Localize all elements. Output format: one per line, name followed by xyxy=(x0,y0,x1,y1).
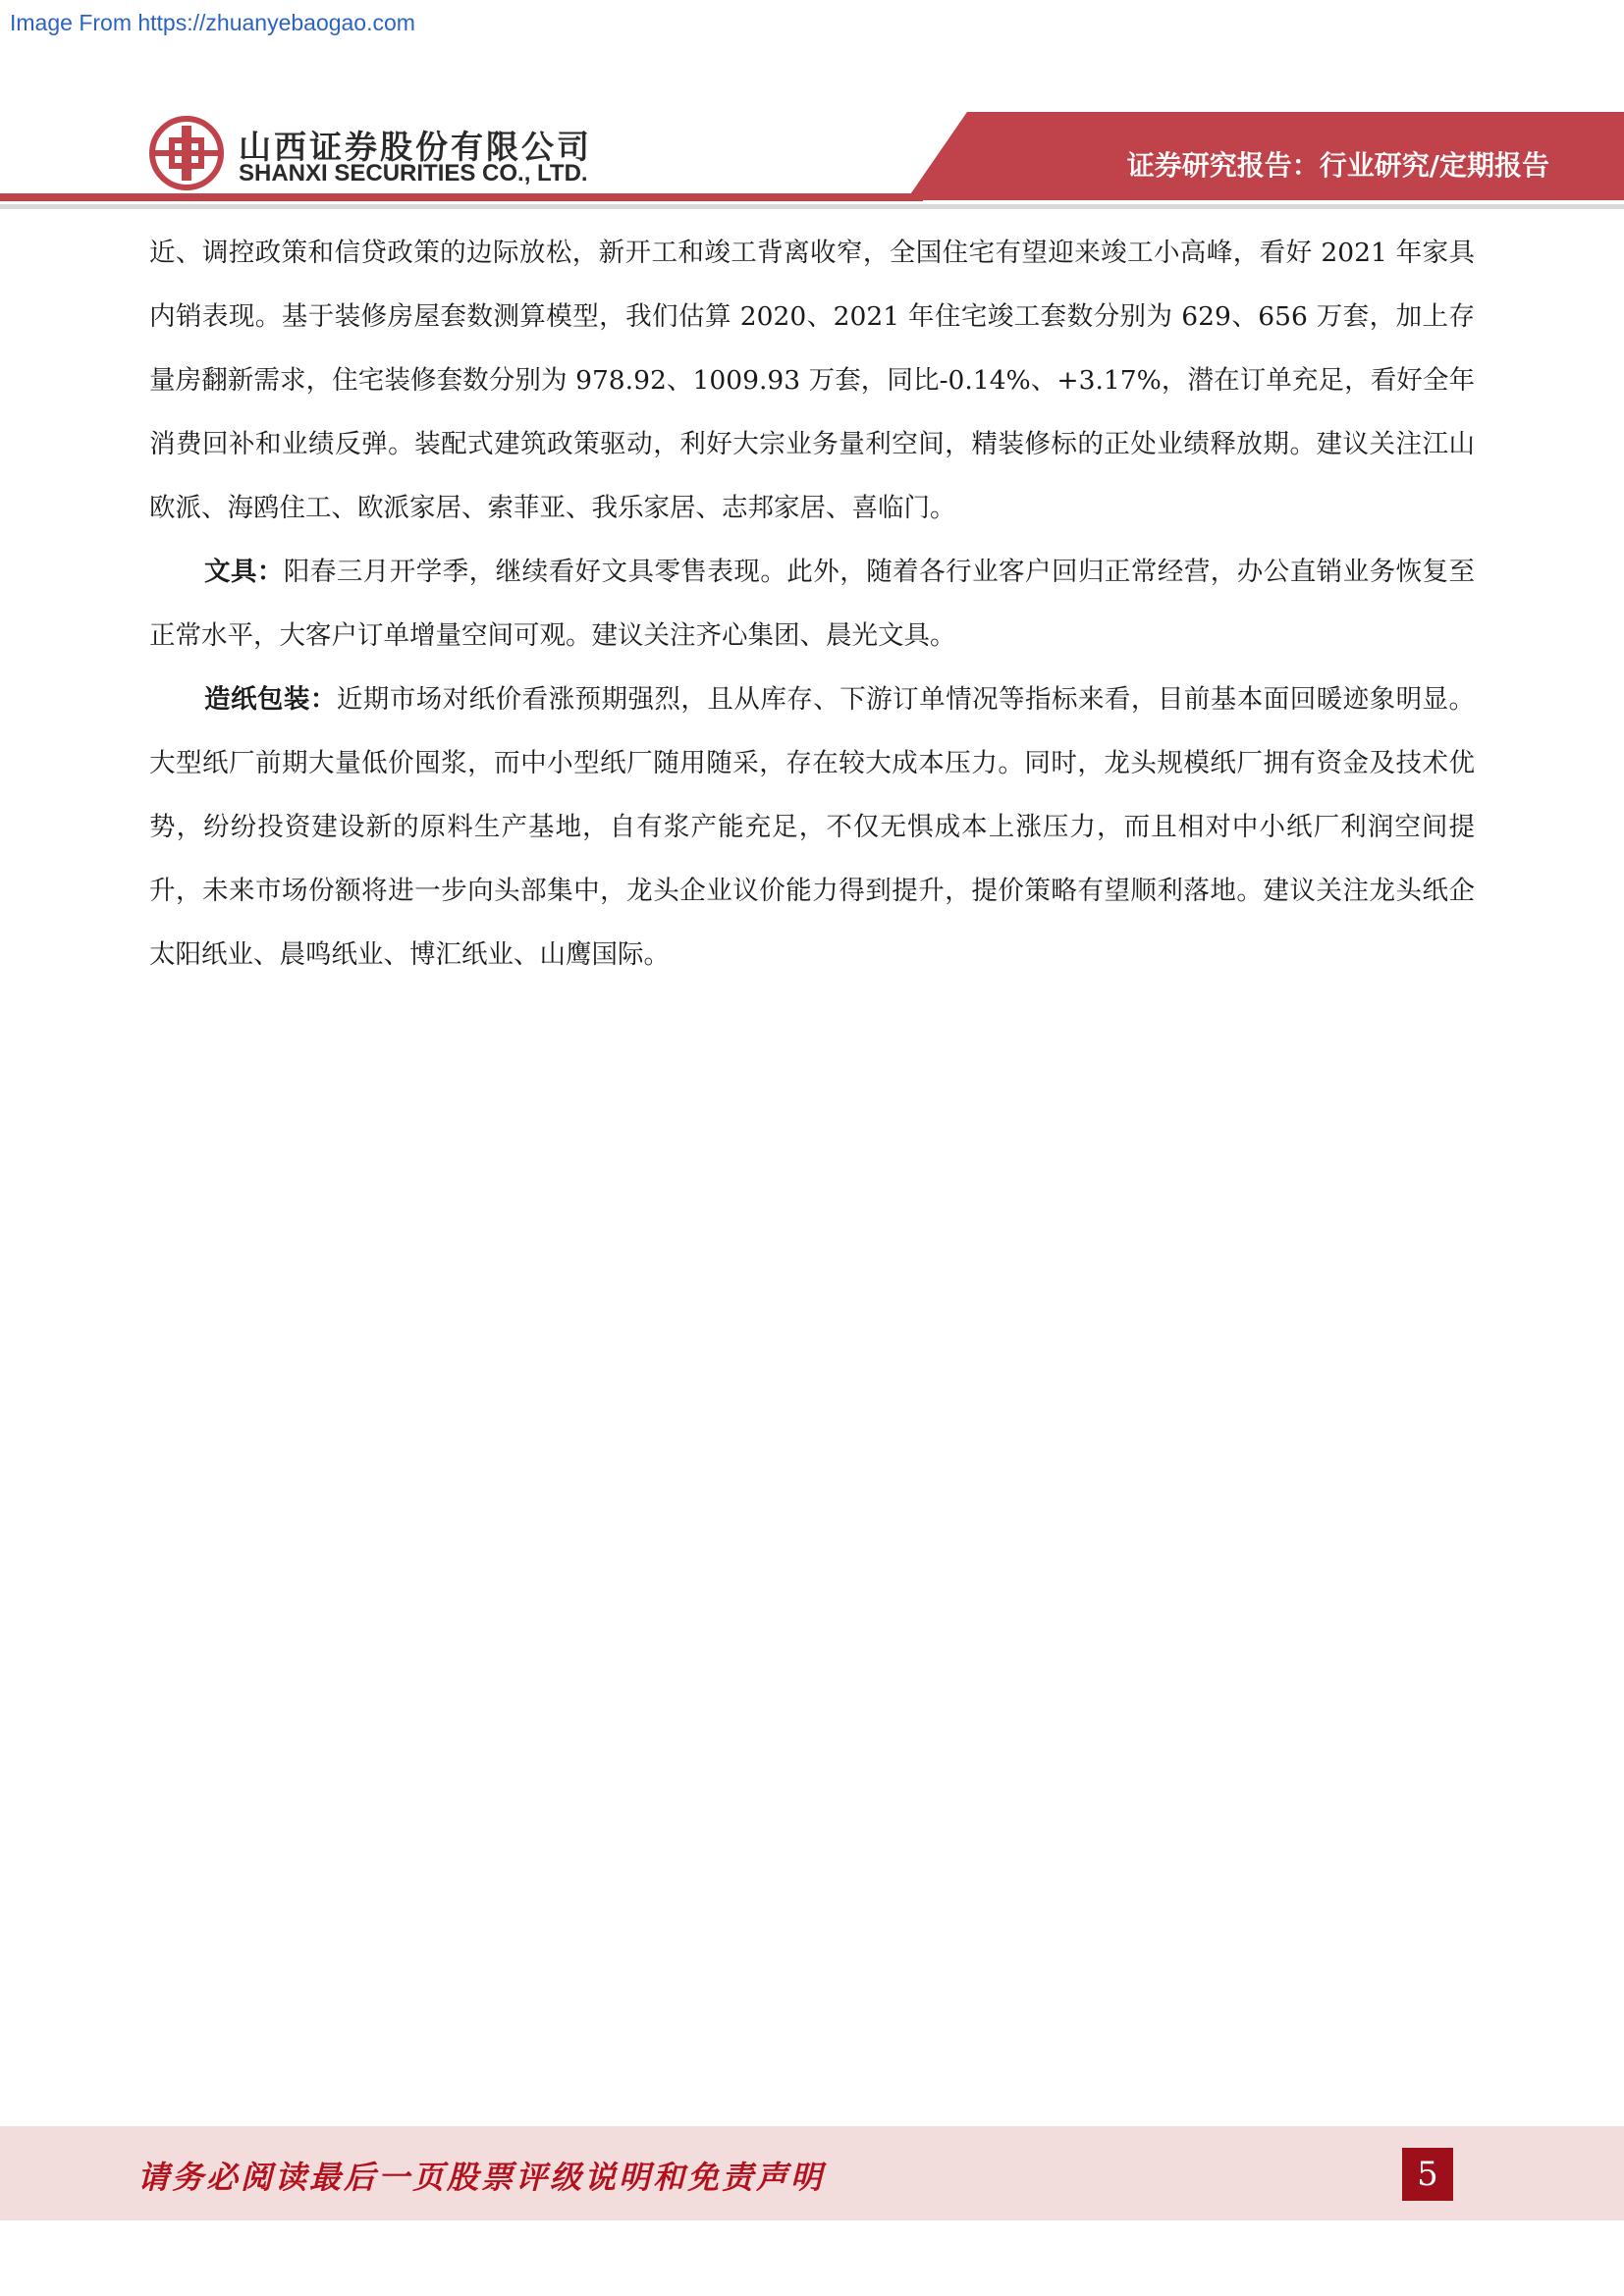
paragraph-stationery xyxy=(149,540,1475,667)
page-header xyxy=(0,0,1624,226)
report-body xyxy=(149,221,1475,987)
report-category: 证券研究报告：行业研究/定期报告 xyxy=(1126,149,1549,182)
source-link[interactable]: Image From https://zhuanyebaogao.com xyxy=(10,10,415,35)
header-rule xyxy=(0,193,923,201)
paragraph-text: 近期市场对纸价看涨预期强烈，且从库存、下游订单情况等指标来看，目前基本面回暖迹象明显。大型纸厂前期大量低价囤浆，而中小型纸厂随用随采，存在较大成本压力。同时，龙头规模纸厂拥有资金及技术优势，纷纷投资建设新的原料生产基地，自有浆产能充足，不仅无惧成本上涨压力，而且相对中小纸厂利润空间提升，未来市场份额将进一步向头部集中，龙头企业议价能力得到提升，提价策略有望顺利落地。建议关注龙头纸企太阳纸业、晨鸣纸业、博汇纸业、山鹰国际。 xyxy=(149,684,1476,970)
company-name-en: SHANXI SECURITIES CO., LTD. xyxy=(239,160,588,187)
paragraph-furniture-continued: 近、调控政策和信贷政策的边际放松，新开工和竣工背离收窄，全国住宅有望迎来竣工小高峰，看好 2021 年家具内销表现。基于装修房屋套数测算模型，我们估算 2020、2021 年住宅竣工套数分别为 629、656 万套，加上存量房翻新需求，住宅装修套数分别为 978.92、1009.93 万套，同比-0.14%、+3.17%，潜在订单充足，看好全年消费回补和业绩反弹。装配式建筑政策驱动，利好大宗业务量利空间，精装修标的正处业绩释放期。建议关注江山欧派、海鸥住工、欧派家居、索菲亚、我乐家居、志邦家居、喜临门。 xyxy=(149,238,1475,523)
page-footer xyxy=(0,2126,1624,2220)
header-shadow-rule xyxy=(0,204,1624,209)
page-number: 5 xyxy=(1402,2148,1453,2201)
disclaimer-text: 请务必阅读最后一页股票评级说明和免责声明 xyxy=(137,2159,826,2196)
paragraph-paper-packaging xyxy=(149,667,1475,987)
header-banner xyxy=(0,0,1624,226)
section-lead-paper: 造纸包装： xyxy=(204,684,337,715)
company-name-cn: 山西证券股份有限公司 xyxy=(239,128,592,166)
section-lead-stationery: 文具： xyxy=(204,557,284,587)
paragraph-text: 阳春三月开学季，继续看好文具零售表现。此外，随着各行业客户回归正常经营，办公直销业务恢复至正常水平，大客户订单增量空间可观。建议关注齐心集团、晨光文具。 xyxy=(149,557,1476,651)
company-logo-icon xyxy=(149,116,224,190)
